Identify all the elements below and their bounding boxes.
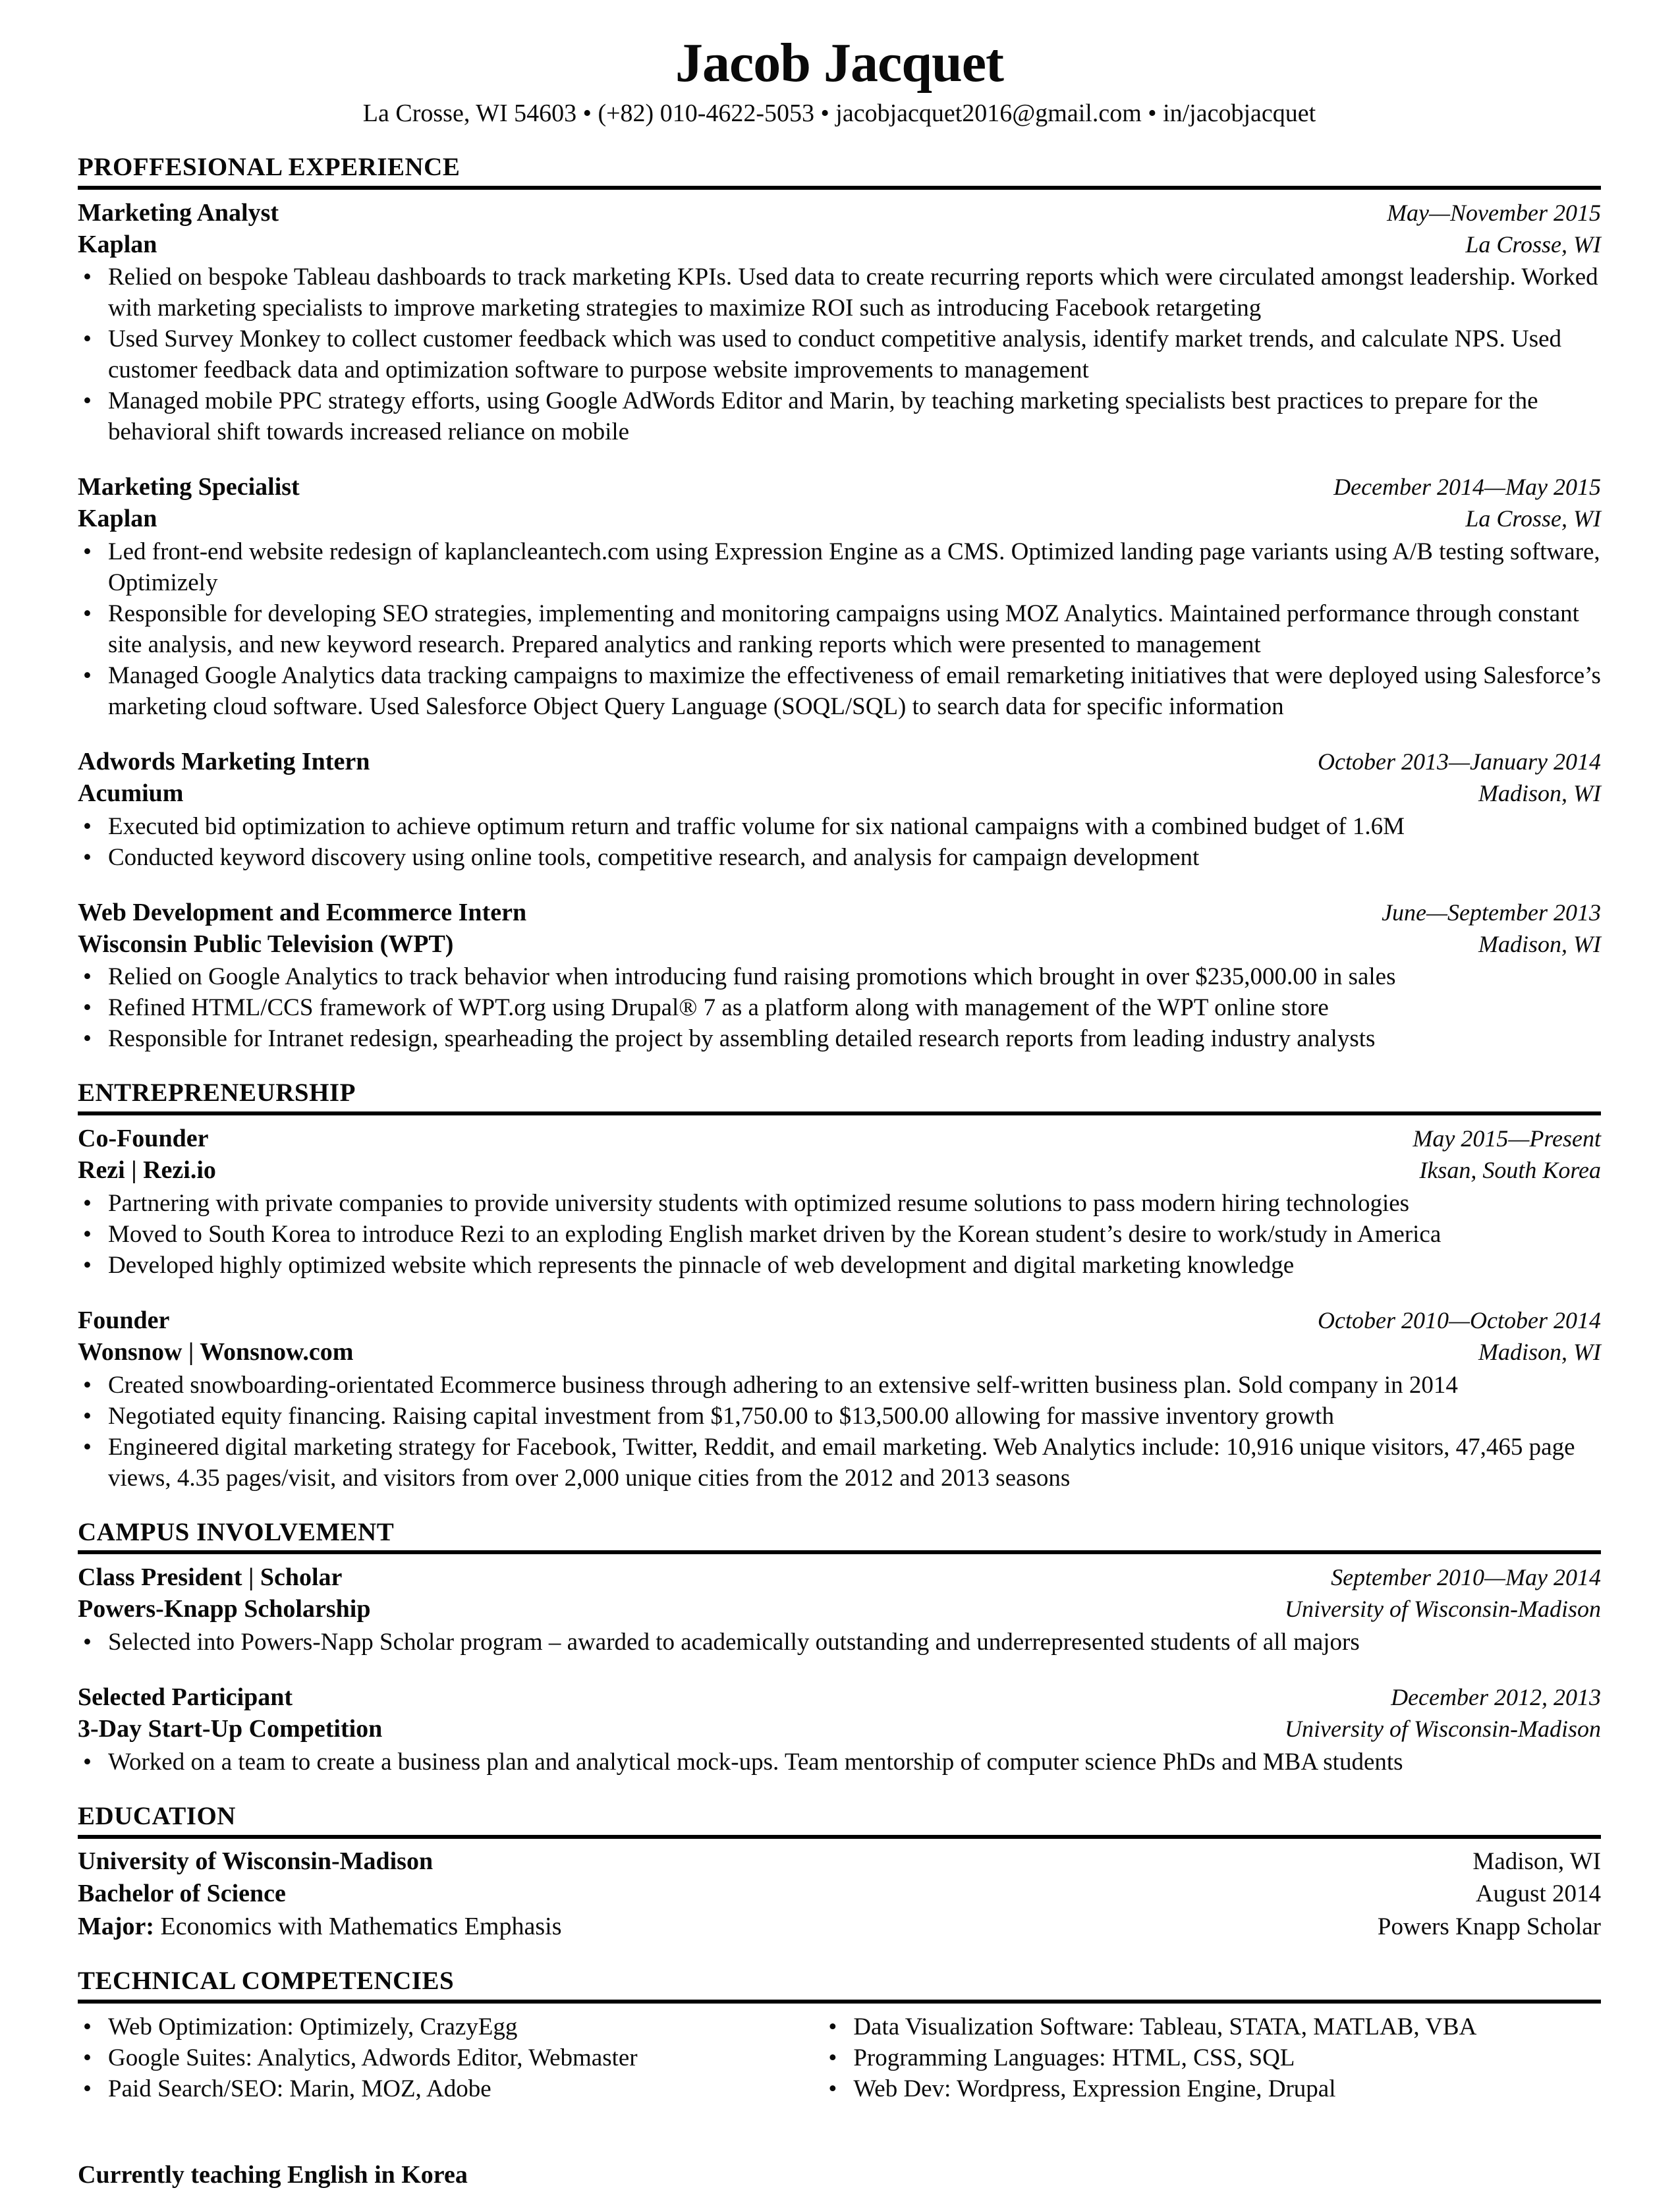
location: La Crosse, WI — [1465, 505, 1601, 532]
major-line — [78, 1911, 562, 1943]
date-range: May 2015—Present — [1413, 1125, 1601, 1152]
entry-title-row — [78, 1305, 1601, 1337]
bullet-item: • Relied on Google Analytics to track behavior when introducing fund raising promotions which brought in over $235,000.00 in sales — [78, 962, 1601, 993]
organization: Powers-Knapp Scholarship — [78, 1595, 371, 1623]
experience-entry-adwords-intern — [78, 746, 1601, 874]
degree-name: Bachelor of Science — [78, 1880, 286, 1908]
section-title-entrepreneurship: ENTREPRENEURSHIP — [78, 1079, 1601, 1115]
bullet-item: • Moved to South Korea to introduce Rezi to an exploding English market driven by the Korean student’s desire to work/study in America — [78, 1220, 1601, 1250]
school-name: University of Wisconsin-Madison — [78, 1847, 434, 1875]
role-title: Class President | Scholar — [78, 1563, 343, 1592]
technical-column-right — [816, 2012, 1601, 2105]
section-title-campus: CAMPUS INVOLVEMENT — [78, 1518, 1601, 1555]
role-title: Marketing Analyst — [78, 198, 279, 227]
location: Madison, WI — [1478, 779, 1601, 806]
bullet-item: • Managed mobile PPC strategy efforts, using Google AdWords Editor and Marin, by teaching marketing specialists best practices to prepare for the behavioral shift towards increased reliance on mobile — [78, 386, 1601, 448]
major-label: Major: — [78, 1912, 155, 1940]
bullet-item: • Relied on bespoke Tableau dashboards to track marketing KPIs. Used data to create recurring reports which were circulated amongst leadership. Worked with marketing specialists to improve marketing strategies to maximize ROI such as introducing Facebook retargeting — [78, 262, 1601, 324]
skill-item: • Paid Search/SEO: Marin, MOZ, Adobe — [78, 2074, 816, 2105]
bullet-list — [78, 812, 1601, 874]
technical-column-left — [78, 2012, 816, 2105]
technical-columns — [78, 2010, 1601, 2105]
date-range: December 2012, 2013 — [1391, 1684, 1601, 1711]
entry-title-row — [78, 746, 1601, 778]
bullet-item: • Developed highly optimized website which represents the pinnacle of web development and digital marketing knowledge — [78, 1250, 1601, 1281]
entry-org-row — [78, 778, 1601, 810]
bullet-item: • Selected into Powers-Napp Scholar program – awarded to academically outstanding and underrepresented students of all majors — [78, 1627, 1601, 1658]
bullet-list — [78, 262, 1601, 448]
experience-entry-marketing-specialist — [78, 472, 1601, 723]
entrepreneurship-entry-wonsnow — [78, 1305, 1601, 1494]
bullet-item: • Created snowboarding-orientated Ecommerce business through adhering to an extensive self-written business plan. Sold company in 2014 — [78, 1370, 1601, 1401]
major-value: Economics with Mathematics Emphasis — [154, 1912, 562, 1940]
education-rows — [78, 1845, 1601, 1943]
organization: Kaplan — [78, 505, 157, 533]
bullet-list — [78, 1627, 1601, 1658]
bullet-list — [78, 1370, 1601, 1494]
bullet-item: • Refined HTML/CCS framework of WPT.org using Drupal® 7 as a platform along with management of the WPT online store — [78, 993, 1601, 1024]
date-range: October 2010—October 2014 — [1318, 1306, 1601, 1334]
date-range: October 2013—January 2014 — [1318, 748, 1601, 775]
bullet-item: • Partnering with private companies to provide university students with optimized resume solutions to pass modern hiring technologies — [78, 1189, 1601, 1220]
entry-title-row — [78, 472, 1601, 503]
bullet-item: • Conducted keyword discovery using online tools, competitive research, and analysis for campaign development — [78, 843, 1601, 874]
contact-line: La Crosse, WI 54603 • (+82) 010-4622-5053 • jacobjacquet2016@gmail.com • in/jacobjacquet — [362, 99, 1316, 128]
skill-item: • Web Optimization: Optimizely, CrazyEgg — [78, 2012, 816, 2043]
entry-org-row — [78, 1155, 1601, 1187]
section-professional-experience — [78, 153, 1601, 1055]
skill-item: • Data Visualization Software: Tableau, STATA, MATLAB, VBA — [823, 2012, 1601, 2043]
entry-org-row — [78, 1594, 1601, 1625]
education-row-school — [78, 1845, 1601, 1878]
bullet-item: • Responsible for developing SEO strategies, implementing and monitoring campaigns using MOZ Analytics. Maintained performance through constant site analysis, and new keyword research. Prepared analytics and ranking reports which were presented to management — [78, 599, 1601, 661]
bullet-item: • Managed Google Analytics data tracking campaigns to maximize the effectiveness of email remarketing initiatives that were deployed using Salesforce’s marketing cloud software. Used Salesforce Object Query Language (SOQL/SQL) to search data for specific information — [78, 661, 1601, 723]
entry-title-row — [78, 1123, 1601, 1155]
location: La Crosse, WI — [1465, 231, 1601, 258]
skill-item: • Google Suites: Analytics, Adwords Editor, Webmaster — [78, 2043, 816, 2074]
bullet-item: • Executed bid optimization to achieve optimum return and traffic volume for six national campaigns with a combined budget of 1.6M — [78, 812, 1601, 843]
date-range: September 2010—May 2014 — [1331, 1564, 1601, 1591]
entry-title-row — [78, 1682, 1601, 1714]
graduation-date: August 2014 — [1475, 1880, 1601, 1908]
bullet-list — [78, 1189, 1601, 1281]
entrepreneurship-entry-rezi — [78, 1123, 1601, 1281]
education-row-degree — [78, 1878, 1601, 1910]
section-technical-competencies — [78, 1967, 1601, 2105]
entry-org-row — [78, 929, 1601, 961]
role-title: Founder — [78, 1306, 170, 1334]
organization: Wisconsin Public Television (WPT) — [78, 930, 454, 958]
bullet-list — [78, 1747, 1601, 1778]
school-location: Madison, WI — [1472, 1847, 1601, 1875]
role-title: Selected Participant — [78, 1683, 293, 1712]
entry-org-row — [78, 229, 1601, 261]
entry-title-row — [78, 1562, 1601, 1594]
section-title-technical: TECHNICAL COMPETENCIES — [78, 1967, 1601, 2004]
role-title: Marketing Specialist — [78, 473, 300, 501]
entry-org-row — [78, 503, 1601, 535]
campus-entry-startup-competition — [78, 1682, 1601, 1778]
organization: Acumium — [78, 779, 184, 807]
section-campus-involvement — [78, 1518, 1601, 1778]
role-title: Co-Founder — [78, 1125, 209, 1153]
footer-note: Currently teaching English in Korea — [78, 2160, 468, 2189]
entry-title-row — [78, 897, 1601, 929]
candidate-name: Jacob Jacquet — [675, 32, 1003, 94]
bullet-item: • Used Survey Monkey to collect customer feedback which was used to conduct competitive analysis, identify market trends, and calculate NPS. Used customer feedback data and optimization software to purpose website improvements to management — [78, 324, 1601, 386]
section-entrepreneurship — [78, 1079, 1601, 1494]
date-range: June—September 2013 — [1382, 899, 1601, 926]
education-row-major — [78, 1911, 1601, 1943]
resume-header — [78, 34, 1601, 129]
entry-org-row — [78, 1714, 1601, 1745]
experience-entry-marketing-analyst — [78, 198, 1601, 449]
role-title: Adwords Marketing Intern — [78, 747, 370, 775]
bullet-list — [78, 537, 1601, 723]
bullet-item: • Responsible for Intranet redesign, spearheading the project by assembling detailed research reports from leading industry analysts — [78, 1024, 1601, 1055]
date-range: May—November 2015 — [1387, 199, 1601, 226]
role-title: Web Development and Ecommerce Intern — [78, 898, 527, 926]
location: Iksan, South Korea — [1419, 1157, 1601, 1184]
entry-title-row — [78, 198, 1601, 229]
bullet-item: • Worked on a team to create a business plan and analytical mock-ups. Team mentorship of computer science PhDs and MBA students — [78, 1747, 1601, 1778]
bullet-item: • Engineered digital marketing strategy for Facebook, Twitter, Reddit, and email marketing. Web Analytics include: 10,916 unique visitors, 47,465 page views, 4.35 pages/visit, and visitors from over 2,000 unique cities from the 2012 and 2013 seasons — [78, 1432, 1601, 1494]
skill-item: • Web Dev: Wordpress, Expression Engine, Drupal — [823, 2074, 1601, 2105]
organization: Rezi | Rezi.io — [78, 1156, 216, 1185]
location: Madison, WI — [1478, 930, 1601, 957]
organization: Kaplan — [78, 230, 157, 258]
section-education — [78, 1802, 1601, 1943]
entry-org-row — [78, 1337, 1601, 1368]
bullet-list — [78, 962, 1601, 1055]
location: Madison, WI — [1478, 1338, 1601, 1365]
bullet-item: • Led front-end website redesign of kaplancleantech.com using Expression Engine as a CMS. Optimized landing page variants using A/B testing software, Optimizely — [78, 537, 1601, 599]
date-range: December 2014—May 2015 — [1333, 474, 1601, 501]
bullet-item: • Negotiated equity financing. Raising capital investment from $1,750.00 to $13,500.00 allowing for massive inventory growth — [78, 1401, 1601, 1432]
organization: 3-Day Start-Up Competition — [78, 1715, 383, 1743]
experience-entry-web-dev-intern — [78, 897, 1601, 1055]
location: University of Wisconsin-Madison — [1285, 1716, 1601, 1743]
section-title-experience: PROFFESIONAL EXPERIENCE — [78, 153, 1601, 190]
scholar-honor: Powers Knapp Scholar — [1377, 1913, 1601, 1940]
campus-entry-class-president — [78, 1562, 1601, 1658]
organization: Wonsnow | Wonsnow.com — [78, 1337, 354, 1366]
skill-item: • Programming Languages: HTML, CSS, SQL — [823, 2043, 1601, 2074]
section-title-education: EDUCATION — [78, 1802, 1601, 1839]
location: University of Wisconsin-Madison — [1285, 1596, 1601, 1623]
